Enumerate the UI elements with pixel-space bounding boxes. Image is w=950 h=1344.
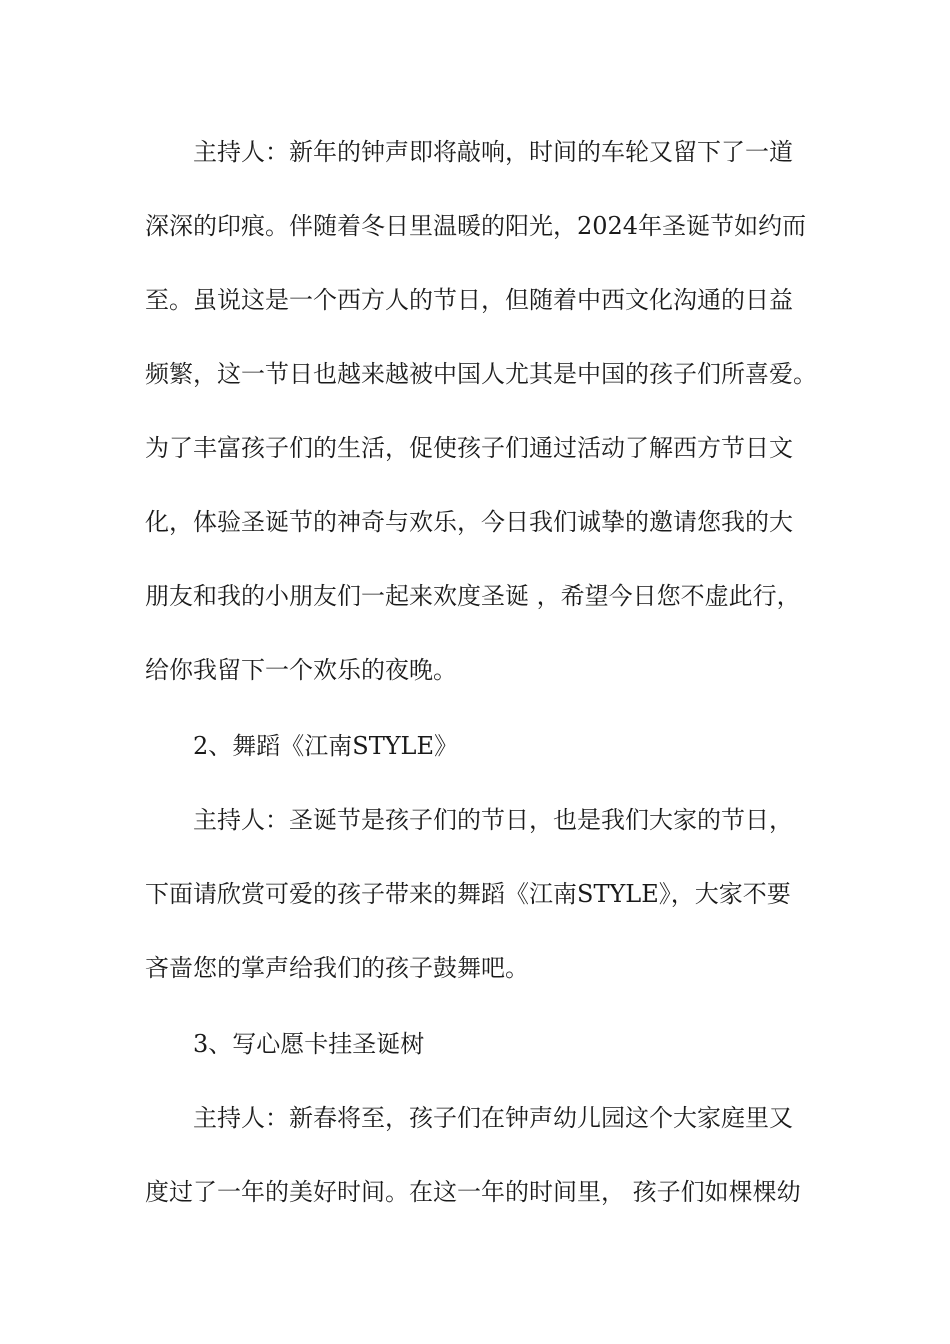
text-line: 化，体验圣诞节的神奇与欢乐，今日我们诚挚的邀请您我的大	[145, 508, 793, 536]
text-line: 至。虽说这是一个西方人的节日，但随着中西文化沟通的日益	[145, 286, 793, 314]
section-heading: 3、写心愿卡挂圣诞树	[193, 1030, 425, 1058]
text-line: 朋友和我的小朋友们一起来欢度圣诞 ，希望今日您不虚此行，	[145, 582, 801, 610]
text-line: 主持人：新春将至，孩子们在钟声幼儿园这个大家庭里又	[193, 1104, 793, 1132]
text-line: 主持人：新年的钟声即将敲响，时间的车轮又留下了一道	[193, 138, 793, 166]
text-line: 吝啬您的掌声给我们的孩子鼓舞吧。	[145, 954, 529, 982]
text-line: 频繁，这一节日也越来越被中国人尤其是中国的孩子们所喜爱。	[145, 360, 817, 388]
text-line: 给你我留下一个欢乐的夜晚。	[145, 656, 457, 684]
text-line: 度过了一年的美好时间。在这一年的时间里， 孩子们如棵棵幼	[145, 1178, 801, 1206]
text-line: 主持人：圣诞节是孩子们的节日，也是我们大家的节日，	[193, 806, 793, 834]
text-line: 深深的印痕。伴随着冬日里温暖的阳光，2024年圣诞节如约而	[145, 212, 807, 240]
text-line: 下面请欣赏可爱的孩子带来的舞蹈《江南STYLE》，大家不要	[145, 880, 791, 908]
section-heading: 2、舞蹈《江南STYLE》	[193, 732, 459, 760]
text-line: 为了丰富孩子们的生活，促使孩子们通过活动了解西方节日文	[145, 434, 793, 462]
